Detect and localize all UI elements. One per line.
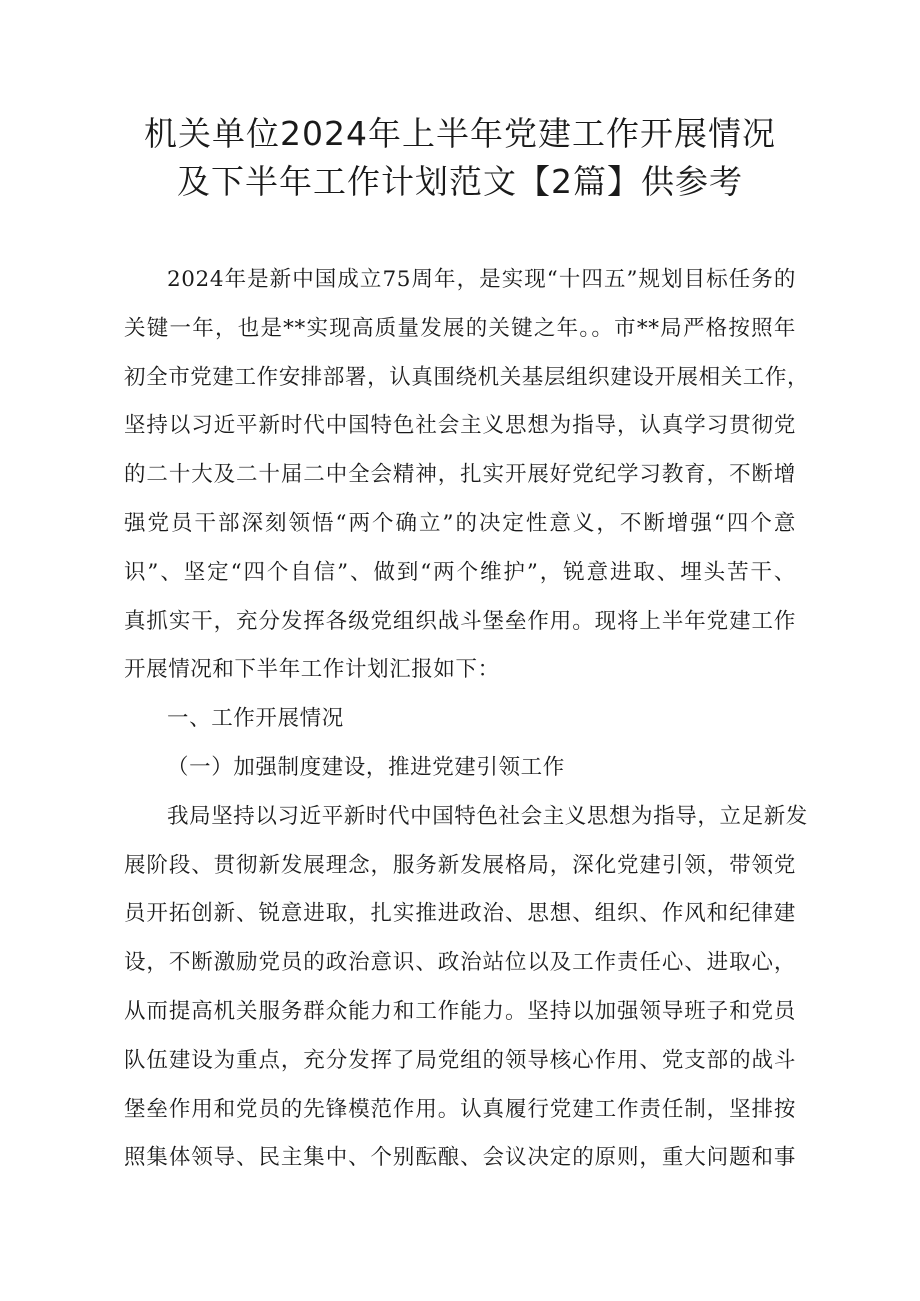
subsection-heading: [124, 744, 796, 793]
subsection-heading-text: （一）加强制度建设，推进党建引领工作: [167, 754, 565, 780]
paragraph-line: 展阶段、贯彻新发展理念，服务新发展格局，深化党建引领，带领党: [124, 852, 796, 878]
paragraph-line: 识”、坚定“四个自信”、做到“两个维护”，锐意进取、埋头苦干、: [124, 559, 796, 585]
title-line-1: 机关单位2024年上半年党建工作开展情况: [144, 114, 776, 153]
paragraph-line: 队伍建设为重点，充分发挥了局党组的领导核心作用、党支部的战斗: [124, 1047, 796, 1073]
paragraph-line: 照集体领导、民主集中、个别酝酿、会议决定的原则，重大问题和事: [124, 1145, 796, 1171]
paragraph-line: 设，不断激励党员的政治意识、政治站位以及工作责任心、进取心，: [124, 950, 796, 976]
body-paragraph: [124, 793, 808, 1183]
paragraph-line: 强党员干部深刻领悟“两个确立”的决定性意义，不断增强“四个意: [124, 510, 796, 536]
paragraph-line: 2024年是新中国成立75周年，是实现“十四五”规划目标任务的: [167, 267, 796, 292]
section-heading-text: 一、工作开展情况: [167, 706, 344, 732]
intro-paragraph: [124, 256, 810, 695]
paragraph-line: 堡垒作用和党员的先锋模范作用。认真履行党建工作责任制，坚排按: [124, 1096, 796, 1122]
paragraph-line: 初全市党建工作安排部署，认真围绕机关基层组织建设开展相关工作，: [124, 364, 810, 390]
document-body: [124, 256, 810, 1183]
title-line-2: 及下半年工作计划范文【2篇】供参考: [177, 162, 743, 201]
paragraph-line: 员开拓创新、锐意进取，扎实推进政治、思想、组织、作风和纪律建: [124, 901, 796, 927]
paragraph-line: 关键一年，也是**实现高质量发展的关键之年。。市**局严格按照年: [124, 315, 796, 341]
paragraph-line: 真抓实干，充分发挥各级党组织战斗堡垒作用。现将上半年党建工作: [124, 608, 796, 634]
document-title: [0, 110, 920, 206]
paragraph-line: 开展情况和下半年工作计划汇报如下：: [124, 657, 500, 683]
paragraph-line: 从而提高机关服务群众能力和工作能力。坚持以加强领导班子和党员: [124, 998, 796, 1024]
paragraph-line: 我局坚持以习近平新时代中国特色社会主义思想为指导，立足新发: [167, 803, 808, 829]
paragraph-line: 的二十大及二十届二中全会精神，扎实开展好党纪学习教育，不断增: [124, 462, 796, 488]
paragraph-line: 坚持以习近平新时代中国特色社会主义思想为指导，认真学习贯彻党: [124, 413, 796, 439]
section-heading: [124, 695, 796, 744]
